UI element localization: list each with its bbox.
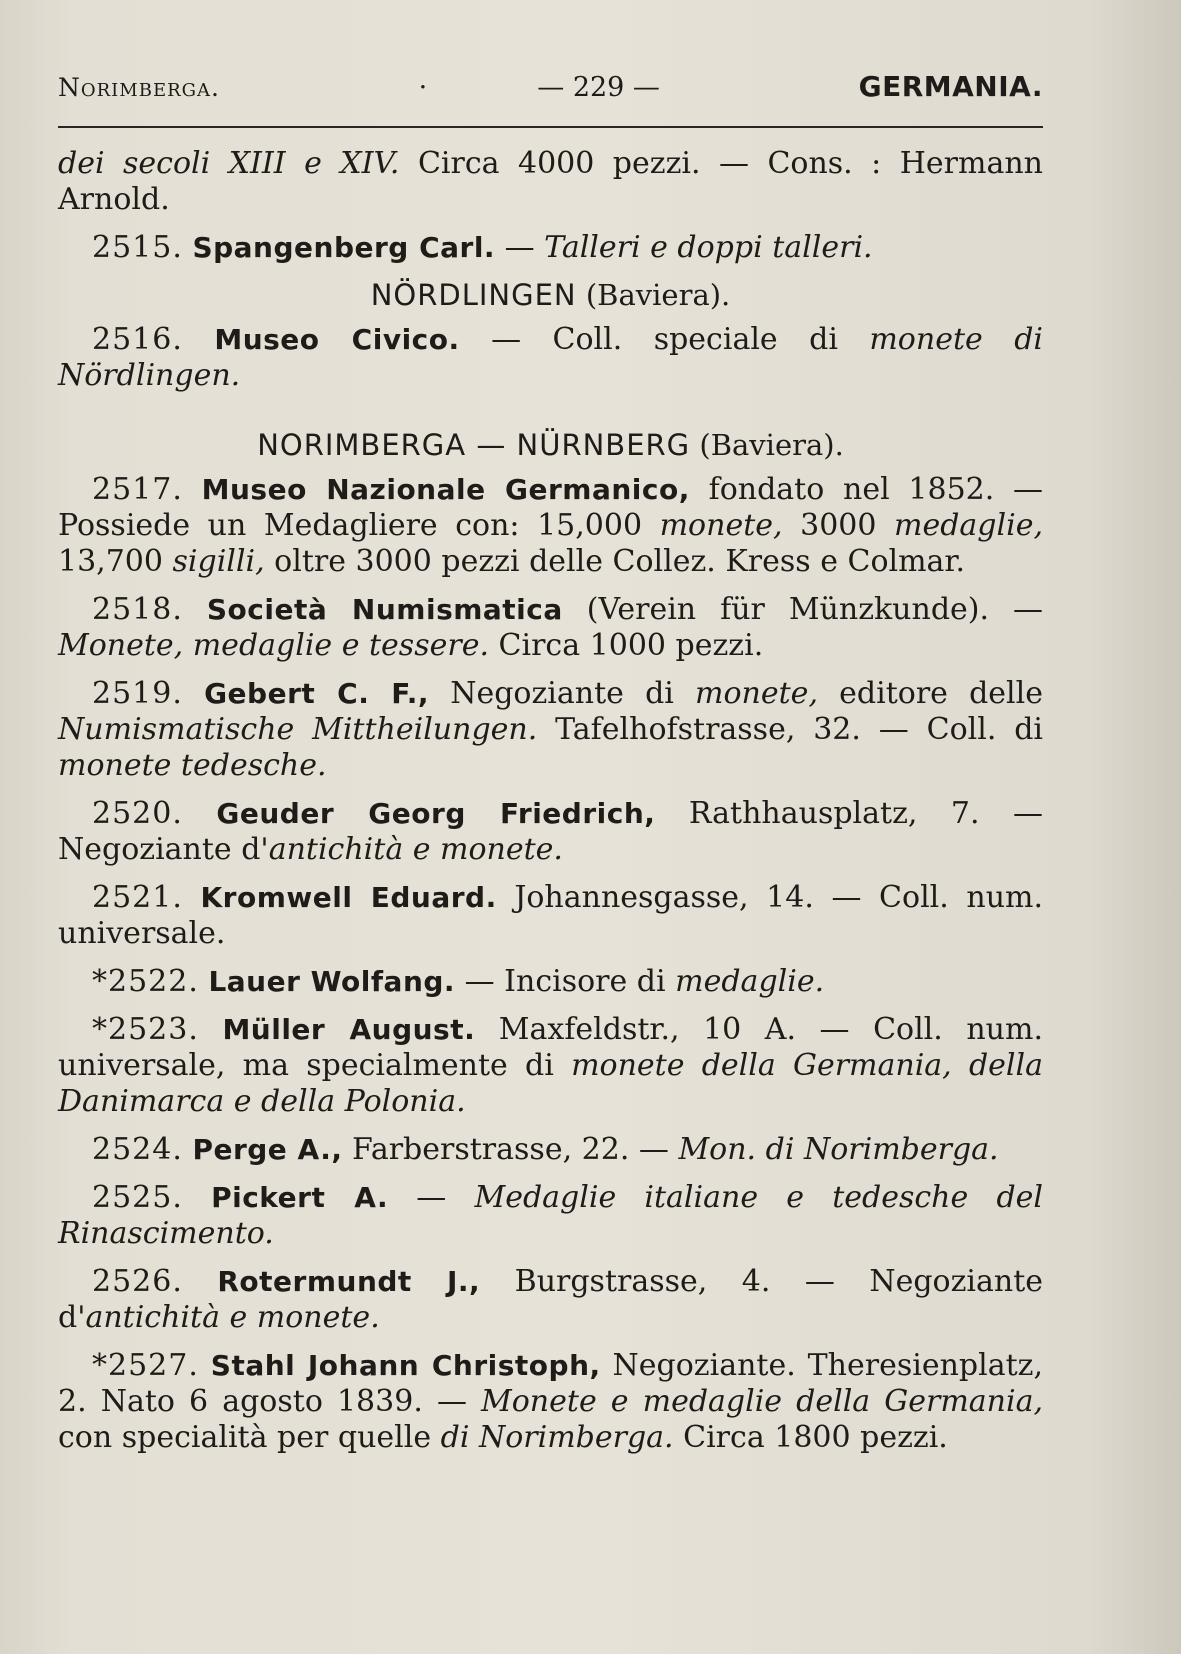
entry-text: 3000: [782, 508, 895, 543]
entry-text: monete della Germania, della Danimarca e della Polonia.: [58, 1048, 1043, 1119]
entry-name: Pickert A.: [211, 1181, 389, 1214]
entry-2525: [58, 1180, 1043, 1252]
section-heading-norimberga: [58, 428, 1043, 462]
entry-number: *2527.: [92, 1348, 199, 1383]
entry-2516: [58, 322, 1043, 394]
entry-text: monete,: [659, 508, 783, 543]
entry-text: Mon. di Norimberga.: [678, 1132, 999, 1167]
entry-name: Gebert C. F.,: [204, 677, 430, 710]
entry-number: 2515.: [92, 230, 183, 265]
entry-text: Monete, medaglie e tessere.: [58, 628, 489, 663]
entry-name: Museo Civico.: [214, 323, 460, 356]
entry-2519: [58, 676, 1043, 784]
entry-text: Circa 1800 pezzi.: [673, 1420, 948, 1455]
entry-text: Monete e medaglie della Germania,: [481, 1384, 1043, 1419]
entry-text: Farberstrasse, 22. —: [342, 1132, 679, 1167]
entry-2517: [58, 472, 1043, 580]
entry-continuation: [58, 146, 1043, 218]
page-number-text: — 229 —: [537, 72, 660, 103]
running-header: [58, 70, 1043, 110]
section-name: NÖRDLINGEN: [370, 278, 577, 312]
entry-text: —: [388, 1180, 475, 1215]
section-name: NORIMBERGA — NÜRNBERG: [257, 428, 691, 462]
header-left: Norimberga.: [58, 73, 220, 102]
entry-text: — Incisore di: [455, 964, 676, 999]
entry-text: editore delle: [817, 676, 1043, 711]
entry-2527: [58, 1348, 1043, 1456]
entry-text: Circa 4000 pezzi. — Cons. : Hermann Arnold.: [58, 146, 1043, 217]
entry-text: (Verein für Münzkunde). —: [562, 592, 1043, 627]
entry-number: 2519.: [92, 676, 183, 711]
entry-name: Museo Nazionale Germanico,: [201, 473, 690, 506]
entry-text: medaglie,: [894, 508, 1043, 543]
entry-text: sigilli,: [172, 544, 265, 579]
entry-2523: [58, 1012, 1043, 1120]
entry-2524: [58, 1132, 1043, 1168]
entry-name: Società Numismatica: [206, 593, 563, 626]
entry-text: dei secoli XIII e XIV.: [58, 146, 400, 181]
entry-number: *2523.: [92, 1012, 199, 1047]
entry-text: Tafelhofstrasse, 32. — Coll. di: [537, 712, 1043, 747]
entry-text: Rathhausplatz, 7. — Negoziante d': [58, 796, 1043, 867]
entry-text: di Norimberga.: [440, 1420, 674, 1455]
entry-text: Numismatische Mittheilungen.: [58, 712, 538, 747]
entry-text: oltre 3000 pezzi delle Collez. Kress e Colmar.: [264, 544, 966, 579]
section-region: (Baviera).: [690, 428, 844, 462]
entry-name: Rotermundt J.,: [217, 1265, 481, 1298]
entry-number: 2520.: [92, 796, 183, 831]
entry-text: 13,700: [58, 544, 173, 579]
entry-number: 2524.: [92, 1132, 183, 1167]
entry-2522: [58, 964, 1043, 1000]
entry-text: monete,: [695, 676, 818, 711]
entry-name: Perge A.,: [192, 1133, 343, 1166]
entry-2521: [58, 880, 1043, 952]
entry-number: 2517.: [92, 472, 183, 507]
header-right: GERMANIA.: [858, 70, 1043, 103]
header-dot: ·: [418, 72, 428, 103]
entry-name: Geuder Georg Friedrich,: [216, 797, 656, 830]
entry-number: 2521.: [92, 880, 183, 915]
entry-text: medaglie.: [675, 964, 825, 999]
entry-text: Medaglie italiane e tedesche del Rinascimento.: [58, 1180, 1043, 1251]
entry-text: antichità e monete.: [268, 832, 563, 867]
entry-2515: [58, 230, 1043, 266]
entry-2518: [58, 592, 1043, 664]
entry-number: 2526.: [92, 1264, 183, 1299]
entry-name: Lauer Wolfang.: [208, 965, 456, 998]
entry-number: *2522.: [92, 964, 199, 999]
entry-number: 2516.: [92, 322, 183, 357]
entry-text: — Coll. speciale di: [459, 322, 870, 357]
entry-text: monete tedesche.: [58, 748, 327, 783]
entry-name: Stahl Johann Christoph,: [210, 1349, 601, 1382]
entry-2526: [58, 1264, 1043, 1336]
entry-text: fondato nel 1852. — Possiede un Medagliere con: 15,000: [58, 472, 1043, 543]
entry-text: antichità e monete.: [85, 1300, 380, 1335]
section-heading-nordlingen: [58, 278, 1043, 312]
entry-text: Burgstrasse, 4. — Negoziante d': [58, 1264, 1044, 1335]
entry-text: Maxfeldstr., 10 A. — Coll. num. universale, ma specialmente di: [58, 1012, 1043, 1083]
entry-name: Müller August.: [222, 1013, 476, 1046]
entry-text: monete di Nördlingen.: [58, 322, 1043, 393]
page-number: [419, 72, 660, 103]
entry-name: Kromwell Eduard.: [200, 881, 497, 914]
entry-name: Spangenberg Carl.: [192, 231, 496, 264]
entry-text: Johannesgasse, 14. — Coll. num. universale.: [58, 880, 1043, 951]
section-region: (Baviera).: [576, 278, 731, 312]
entry-text: Talleri e doppi talleri.: [544, 230, 873, 265]
entry-text: con specialità per quelle: [58, 1420, 441, 1455]
entry-number: 2525.: [92, 1180, 183, 1215]
header-rule: [58, 126, 1043, 128]
entry-text: Circa 1000 pezzi.: [489, 628, 764, 663]
entry-text: Negoziante di: [429, 676, 696, 711]
entry-2520: [58, 796, 1043, 868]
entry-text: —: [495, 230, 545, 265]
entry-text: Negoziante. Theresienplatz, 2. Nato 6 agosto 1839. —: [58, 1348, 1043, 1419]
entry-number: 2518.: [92, 592, 183, 627]
